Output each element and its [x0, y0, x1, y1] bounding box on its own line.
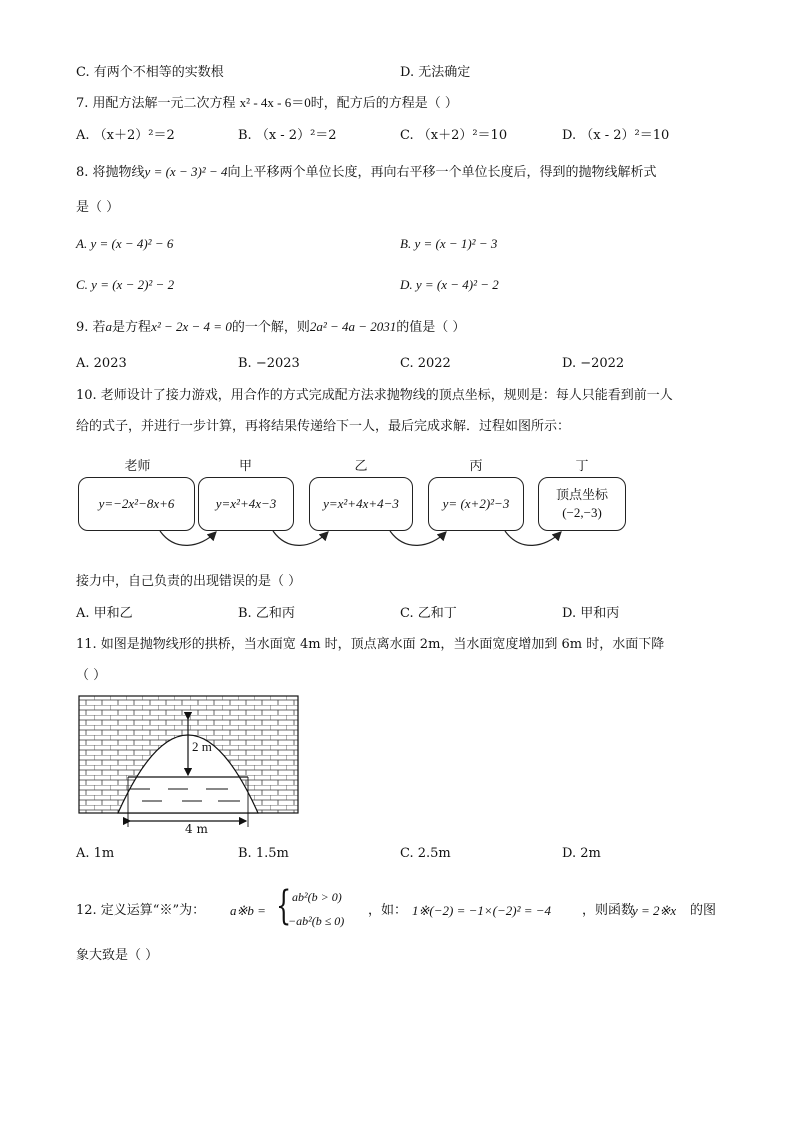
q11-option-d: D. 2m [562, 846, 601, 861]
q12-stem-b: ，如： [368, 903, 408, 918]
relay-arrow-4 [505, 531, 561, 545]
q10-question: 接力中，自己负责的出现错误的是（ ） [76, 574, 302, 589]
height-label: 2 m [192, 739, 212, 754]
q12-brace: { [276, 883, 292, 929]
q10-stem-line2: 给的式子，并进行一步计算，再将结果传递给下一人，最后完成求解．过程如图所示： [76, 419, 571, 434]
q9-stem-text-c: 的一个解，则 [231, 320, 310, 335]
q8-stem-text-a: 8. 将抛物线 [76, 165, 145, 180]
q9-stem-text-a: 9. 若 [76, 320, 106, 335]
q12-function: y = 2※x [632, 903, 677, 918]
q12-stem-e: 象大致是（ ） [76, 948, 159, 963]
q7-option-a: A. （x＋2）²＝2 [76, 128, 175, 143]
q8-option-c: C. y = (x − 2)² − 2 [76, 277, 175, 292]
q11-option-b: B. 1.5m [238, 846, 289, 861]
q12-stem-d: 的图 [690, 903, 717, 918]
relay-arrow-2 [273, 531, 328, 545]
q7-equation: x² - 4x - 6＝0 [239, 95, 311, 110]
relay-arrow-3 [390, 531, 446, 545]
q10-option-a: A. 甲和乙 [76, 606, 133, 621]
bridge-figure [78, 695, 302, 835]
q7-stem-text-a: 7. 用配方法解一元二次方程 [76, 96, 240, 111]
relay-box-bing: y= (x+2)²−3 [428, 477, 524, 531]
q10-stem-line1: 10. 老师设计了接力游戏，用合作的方式完成配方法求抛物线的顶点坐标，规则是：每人只能看到前一人 [76, 388, 673, 403]
q9-equation: x² − 2x − 4 = 0 [151, 319, 232, 334]
vertex-value: (−2,−3) [562, 505, 602, 520]
q8-option-b: B. y = (x − 1)² − 3 [400, 236, 498, 251]
q12-example: 1※(−2) = −1×(−2)² = −4 [412, 903, 552, 918]
q10-option-d: D. 甲和丙 [562, 606, 620, 621]
relay-box-yi: y=x²+4x+4−3 [309, 477, 413, 531]
q9-option-a: A. 2023 [76, 356, 127, 371]
relay-arrow-1 [160, 531, 216, 545]
width-label: 4 m [185, 822, 208, 836]
role-ding: 丁 [575, 459, 589, 474]
q10-option-c: C. 乙和丁 [400, 606, 457, 621]
role-yi: 乙 [354, 459, 368, 474]
q7-option-d: D. （x - 2）²＝10 [562, 128, 670, 143]
q7-stem-text-b: 时，配方后的方程是（ ） [310, 96, 458, 111]
q9-variable: a [105, 319, 113, 334]
q9-stem-text-d: 的值是（ ） [396, 320, 466, 335]
q9-option-d: D. −2022 [562, 356, 625, 371]
q8-option-a: A. y = (x − 4)² − 6 [76, 236, 174, 251]
relay-box-jia: y=x²+4x−3 [198, 477, 294, 531]
q11-stem-line1: 11. 如图是抛物线形的拱桥，当水面宽 4m 时，顶点离水面 2m，当水面宽度增加到 6m 时，水面下降 [76, 637, 665, 652]
q7-option-b: B. （x - 2）²＝2 [238, 128, 337, 143]
q6-option-d: D. 无法确定 [400, 65, 471, 80]
q11-option-c: C. 2.5m [400, 846, 451, 861]
role-jia: 甲 [238, 459, 252, 474]
q11-option-a: A. 1m [76, 846, 115, 861]
q9-option-b: B. −2023 [238, 356, 300, 371]
q9-stem-text-b: 是方程 [112, 320, 152, 335]
q8-stem-text-b: 向上平移两个单位长度，再向右平移一个单位长度后，得到的抛物线解析式 [227, 165, 657, 180]
q9-option-c: C. 2022 [400, 356, 451, 371]
q12-case-1: ab²(b > 0) [292, 890, 342, 904]
q9-expression: 2a² − 4a − 2031 [309, 319, 397, 334]
q12-stem-c: ，则函数 [582, 903, 635, 918]
q7-option-c: C. （x＋2）²＝10 [400, 128, 508, 143]
q11-stem-line2: （ ） [76, 668, 107, 683]
q8-stem-cont: 是（ ） [76, 200, 120, 215]
role-teacher: 老师 [124, 459, 151, 474]
role-bing: 丙 [469, 459, 483, 474]
vertex-label: 顶点坐标 [555, 487, 608, 502]
q12-definition-lhs: a※b = [230, 903, 266, 918]
q8-option-d: D. y = (x − 4)² − 2 [400, 277, 499, 292]
relay-box-teacher: y=−2x²−8x+6 [78, 477, 195, 531]
q6-option-c: C. 有两个不相等的实数根 [76, 65, 224, 80]
q12-case-2: −ab²(b ≤ 0) [288, 914, 345, 928]
relay-arrows [0, 0, 794, 560]
q10-option-b: B. 乙和丙 [238, 606, 295, 621]
q12-stem-a: 12. 定义运算“※”为： [76, 903, 206, 918]
q8-equation: y = (x − 3)² − 4 [144, 164, 228, 179]
